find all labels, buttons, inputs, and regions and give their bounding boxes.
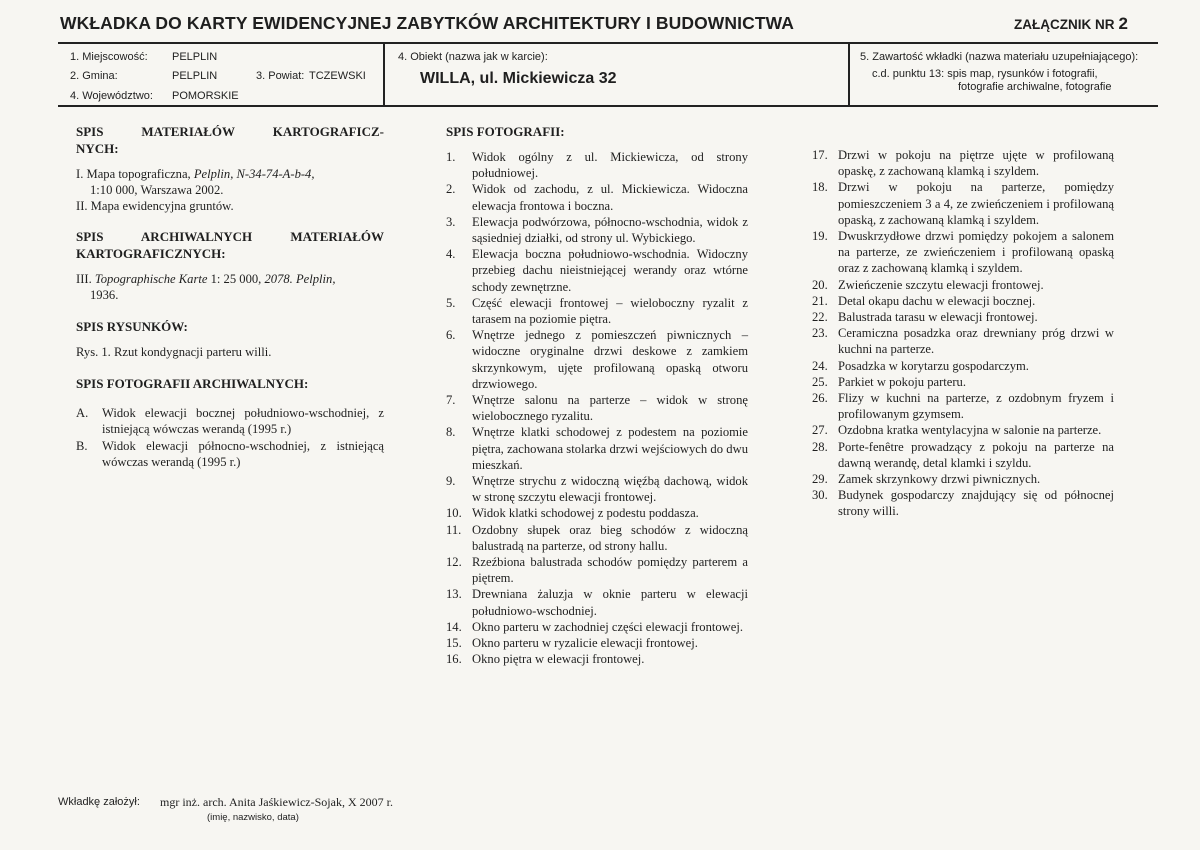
item-number: 10. (446, 506, 462, 521)
photos-list-b (812, 147, 1114, 520)
contents-label: 5. Zawartość wkładki (nazwa materiału uzupełniającego): (860, 51, 1139, 63)
item-text: Widok ogólny z ul. Mickiewicza, od strony południowej. (472, 150, 748, 181)
item-text: Drzwi w pokoju na piętrze ujęte w profilowaną opaskę, z zachowaną klamką i szyldem. (838, 148, 1114, 179)
photo-list-item (812, 471, 1114, 487)
map-item-1-prefix: I. Mapa topograficzna, (76, 167, 194, 181)
item-number: 27. (812, 423, 828, 438)
photo-list-item (446, 424, 748, 473)
item-text: Okno parteru w zachodniej części elewacji frontowej. (472, 619, 743, 634)
item-text: Wnętrze klatki schodowej z podestem na poziomie piętra, zachowana stolarka drzwi wejściowych do dwu mieszkań. (472, 425, 748, 472)
item-text: Okno parteru w ryzalicie elewacji frontowej. (472, 636, 698, 651)
arch-map-item (76, 271, 384, 287)
photo-list-item (446, 295, 748, 327)
map-item-1 (76, 166, 384, 182)
map-item-2: II. Mapa ewidencyjna gruntów. (76, 199, 234, 214)
item-text: Flizy w kuchni na parterze, z ozdobnym fryzem i profilowanym gzymsem. (838, 391, 1114, 422)
photo-list-item (812, 374, 1114, 390)
contents-line-1: c.d. punktu 13: spis map, rysunków i fotografii, (872, 68, 1098, 80)
voivodeship-label: 4. Województwo: (70, 90, 153, 102)
item-number: 1. (446, 150, 456, 164)
map-item-1-italic: Pelplin, N-34-74-A-b-4, (193, 167, 315, 181)
item-number: 3. (446, 214, 456, 229)
item-number: 9. (446, 474, 456, 489)
item-text: Rzeźbiona balustrada schodów pomiędzy parterem a piętrem. (472, 555, 748, 586)
annex-label (1014, 14, 1128, 34)
item-number: 22. (812, 310, 828, 325)
header-bottom-rule (58, 105, 1158, 107)
item-number: 17. (812, 148, 828, 162)
arch-maps-heading-line-2: KARTOGRAFICZNYCH: (76, 245, 226, 261)
photo-list-item (812, 358, 1114, 374)
arch-photos-heading: SPIS FOTOGRAFII ARCHIWALNYCH: (76, 376, 309, 392)
photos-column-2 (812, 147, 1114, 520)
commune-label: 2. Gmina: (70, 70, 118, 82)
photo-list-item (812, 228, 1114, 277)
item-text: Parkiet w pokoju parteru. (838, 374, 967, 389)
annex-number: 2 (1118, 14, 1128, 33)
card-title: WKŁADKA DO KARTY EWIDENCYJNEJ ZABYTKÓW ARCHITEKTURY I BUDOWNICTWA (60, 13, 795, 33)
photo-list-item (446, 554, 748, 586)
item-number: 4. (446, 247, 456, 262)
drawings-heading: SPIS RYSUNKÓW: (76, 319, 188, 335)
object-value: WILLA, ul. Mickiewicza 32 (420, 70, 617, 87)
photo-list-item (446, 586, 748, 618)
photo-list-item (812, 309, 1114, 325)
photo-list-item (812, 325, 1114, 357)
photo-list-item (446, 214, 748, 246)
item-text: Porte-fenêtre prowadzący z pokoju na parterze na dawną werandę, detal klamki i szyldu. (838, 439, 1114, 470)
item-number: 23. (812, 326, 828, 341)
item-text: Ceramiczna posadzka oraz drewniany próg drzwi w kuchni na parterze. (838, 326, 1114, 357)
photo-list-item (446, 522, 748, 554)
item-text: Elewacja boczna południowo-wschodnia. Widoczny przebieg dachu nieistniejącej werandy oraz wtórne schody zewnętrzne. (472, 247, 748, 294)
item-text: Budynek gospodarczy znajdujący się od północnej strony willi. (838, 488, 1114, 519)
item-number: 5. (446, 295, 456, 310)
item-text: Zwieńczenie szczytu elewacji frontowej. (838, 277, 1044, 292)
item-text: Drewniana żaluzja w oknie parteru w elewacji południowo-wschodniej. (472, 587, 748, 618)
item-number: 28. (812, 439, 828, 454)
photo-list-item (446, 246, 748, 295)
arch-maps-heading-line-1: SPIS ARCHIWALNYCH MATERIAŁÓW (76, 228, 384, 244)
item-text: Widok elewacji północno-wschodniej, z istniejącą wówczas werandą (1995 r.) (102, 438, 384, 469)
item-text: Posadzka w korytarzu gospodarczym. (838, 358, 1029, 373)
item-text: Detal okapu dachu w elewacji bocznej. (838, 293, 1036, 308)
object-label: 4. Obiekt (nazwa jak w karcie): (398, 51, 548, 63)
item-text: Ozdobna kratka wentylacyjna w salonie na parterze. (838, 423, 1102, 438)
photo-list-item (812, 487, 1114, 519)
photo-list-item (812, 147, 1114, 179)
item-number: 20. (812, 277, 828, 292)
photo-list-item (446, 327, 748, 392)
item-text: Widok elewacji bocznej południowo-wschodniej, z istniejącą wówczas werandą (1995 r.) (102, 406, 384, 437)
photo-list-item (812, 293, 1114, 309)
item-number: 2. (446, 182, 456, 197)
header-divider-1 (383, 42, 385, 106)
item-number: A. (76, 406, 89, 421)
drawing-item-1: Rys. 1. Rzut kondygnacji parteru willi. (76, 345, 272, 360)
photo-list-item (446, 473, 748, 505)
item-number: 19. (812, 229, 828, 244)
item-number: 18. (812, 180, 828, 195)
map-item-1-cont: 1:10 000, Warszawa 2002. (90, 183, 224, 198)
county-label: 3. Powiat: (256, 70, 305, 82)
item-number: 14. (446, 619, 462, 634)
annex-label-text: ZAŁĄCZNIK NR (1014, 17, 1115, 32)
maps-heading-line-1: SPIS MATERIAŁÓW KARTOGRAFICZ- (76, 124, 384, 139)
arch-map-italic-1: Topographische Karte (94, 271, 208, 286)
item-number: 25. (812, 374, 828, 389)
footer-label: Wkładkę założył: (58, 796, 140, 808)
item-text: Balustrada tarasu w elewacji frontowej. (838, 310, 1038, 325)
photo-list-item (812, 390, 1114, 422)
voivodeship-value: POMORSKIE (172, 90, 239, 102)
list-item (76, 438, 384, 470)
item-number: B. (76, 438, 88, 453)
photo-list-item (446, 392, 748, 424)
photo-list-item (812, 439, 1114, 471)
item-number: 30. (812, 488, 828, 503)
header-top-rule (58, 42, 1158, 44)
item-number: 12. (446, 555, 462, 570)
item-text: Widok od zachodu, z ul. Mickiewicza. Widoczna elewacja frontowa i boczna. (472, 182, 748, 213)
item-number: 6. (446, 328, 456, 343)
photo-list-item (446, 181, 748, 213)
photo-list-item (446, 651, 748, 667)
photo-list-item (446, 505, 748, 521)
item-text: Elewacja podwórzowa, północno-wschodnia, widok z sąsiedniej działki, od strony ul. Wybickiego. (472, 214, 748, 246)
item-number: 15. (446, 636, 462, 651)
list-item (76, 405, 384, 437)
photo-list-item (812, 277, 1114, 293)
photo-list-item (446, 635, 748, 651)
arch-photos-list (76, 405, 384, 470)
county-value: TCZEWSKI (309, 70, 366, 82)
photos-heading: SPIS FOTOGRAFII: (446, 124, 565, 139)
item-number: 24. (812, 358, 828, 373)
item-number: 8. (446, 425, 456, 440)
item-text: Wnętrze jednego z pomieszczeń piwnicznych – widoczne oryginalne drzwi deskowe z zamkiem skrzynkowym, ujęte profilowaną opaską otworu drzwiowego. (472, 328, 748, 391)
item-number: 13. (446, 587, 462, 602)
item-number: 21. (812, 293, 828, 308)
photos-column-1 (446, 123, 748, 668)
item-number: 7. (446, 393, 456, 408)
item-text: Zamek skrzynkowy drzwi piwnicznych. (838, 472, 1041, 487)
arch-map-mid: 1: 25 000, (207, 271, 265, 286)
footer-value: mgr inż. arch. Anita Jaśkiewicz-Sojak, X 2007 r. (160, 795, 393, 809)
item-text: Drzwi w pokoju na parterze, pomiędzy pomieszczeniem 3 a 4, ze zwieńczeniem i profilowaną opaską, z zachowaną klamką i szyldem. (838, 180, 1114, 227)
item-text: Dwuskrzydłowe drzwi pomiędzy pokojem a salonem na parterze, ze zwieńczeniem i profilowaną opaską oraz z zachowaną klamką i szyldem. (838, 229, 1114, 276)
photos-list-a (446, 149, 748, 668)
photo-list-item (446, 619, 748, 635)
item-text: Ozdobny słupek oraz bieg schodów z widoczną balustradą na parterze, od strony hallu. (472, 522, 748, 553)
maps-heading-line-2: NYCH: (76, 141, 119, 156)
photo-list-item (446, 149, 748, 181)
item-number: 11. (446, 522, 462, 537)
item-text: Część elewacji frontowej – wieloboczny ryzalit z tarasem na poziomie piętra. (472, 295, 748, 327)
item-text: Okno piętra w elewacji frontowej. (472, 652, 645, 667)
photo-list-item (812, 422, 1114, 438)
left-column (76, 123, 384, 470)
locality-label: 1. Miejscowość: (70, 51, 148, 63)
contents-line-2: fotografie archiwalne, fotografie (958, 81, 1112, 93)
arch-map-prefix: III. (76, 271, 95, 286)
item-text: Wnętrze salonu na parterze – widok w stronę wielobocznego ryzalitu. (472, 393, 748, 424)
commune-value: PELPLIN (172, 70, 218, 82)
header-divider-2 (848, 42, 850, 106)
item-number: 26. (812, 391, 828, 406)
item-text: Widok klatki schodowej z podestu poddasza. (472, 506, 699, 521)
item-number: 16. (446, 652, 462, 667)
footer-caption: (imię, nazwisko, data) (207, 812, 299, 823)
arch-map-cont: 1936. (90, 287, 119, 302)
item-text: Wnętrze strychu z widoczną więźbą dachową, widok w stronę szczytu elewacji frontowej. (472, 474, 748, 505)
locality-value: PELPLIN (172, 51, 218, 63)
item-number: 29. (812, 472, 828, 487)
photo-list-item (812, 179, 1114, 228)
arch-map-italic-2: 2078. Pelplin, (264, 271, 336, 286)
